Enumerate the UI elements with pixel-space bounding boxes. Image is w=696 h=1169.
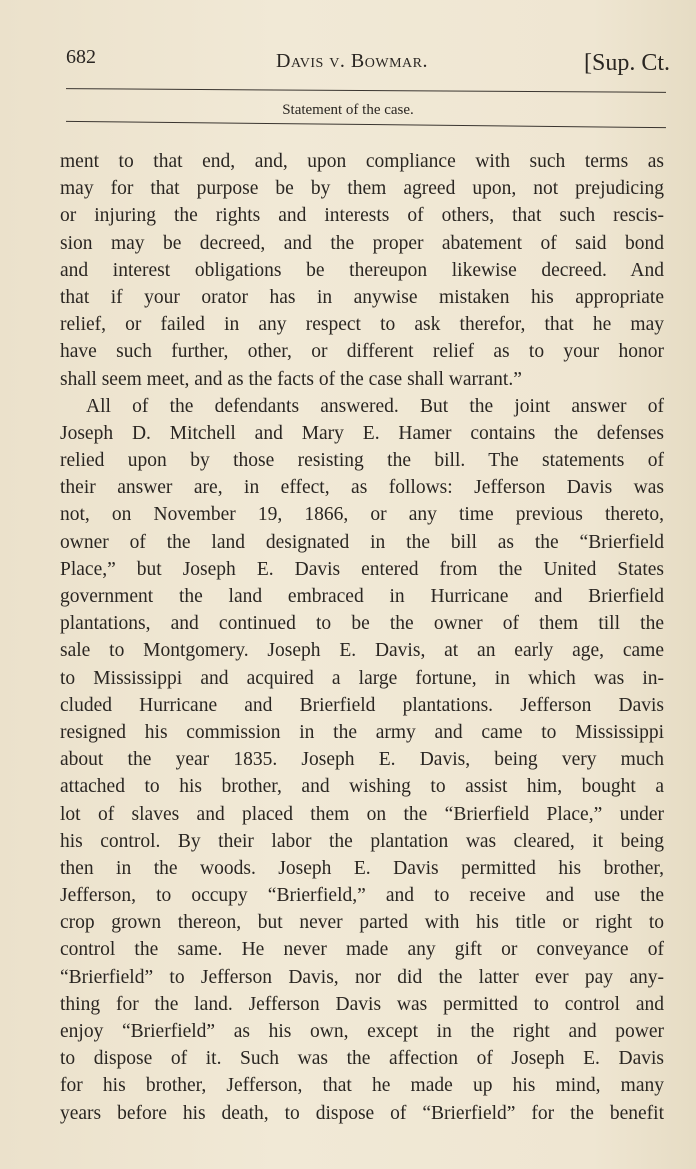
section-subheading: Statement of the case. (282, 102, 414, 118)
text-line: to Mississippi and acquired a large fortune, in which was in- (60, 667, 664, 689)
text-line: All of the defendants answered. But the joint answer of (86, 395, 664, 417)
text-line: cluded Hurricane and Brierfield plantations. Jefferson Davis (60, 694, 664, 716)
text-line: or injuring the rights and interests of others, that such rescis- (60, 205, 664, 227)
text-line: Joseph D. Mitchell and Mary E. Hamer contains the defenses (60, 422, 664, 444)
text-line: not, on November 19, 1866, or any time previous thereto, (60, 504, 664, 526)
text-line: “Brierfield” to Jefferson Davis, nor did the latter ever pay any- (60, 966, 664, 988)
text-line: may for that purpose be by them agreed upon, not prejudicing (60, 178, 664, 200)
text-line: Place,” but Joseph E. Davis entered from the United States (60, 558, 664, 580)
text-line: Jefferson, to occupy “Brierfield,” and to receive and use the (60, 885, 664, 907)
text-line: relief, or failed in any respect to ask therefor, that he may (60, 314, 664, 336)
text-line: their answer are, in effect, as follows: Jefferson Davis was (60, 477, 664, 499)
text-line: about the year 1835. Joseph E. Davis, being very much (60, 749, 664, 771)
text-line: lot of slaves and placed them on the “Brierfield Place,” under (60, 803, 664, 825)
text-line: sion may be decreed, and the proper abatement of said bond (60, 232, 664, 254)
header-rule (66, 88, 666, 93)
subheading-rule (66, 121, 666, 128)
text-line: control the same. He never made any gift or conveyance of (60, 939, 664, 961)
text-line: then in the woods. Joseph E. Davis permitted his brother, (60, 857, 664, 879)
text-line: shall seem meet, and as the facts of the case shall warrant.” (60, 368, 522, 390)
running-header (66, 42, 670, 82)
text-line: enjoy “Brierfield” as his own, except in the right and power (60, 1021, 664, 1042)
text-line: and interest obligations be thereupon likewise decreed. And (60, 259, 664, 281)
text-line: to dispose of it. Such was the affection of Joseph E. Davis (60, 1048, 664, 1070)
text-line: attached to his brother, and wishing to assist him, bought a (60, 776, 664, 798)
body-text (60, 148, 664, 1127)
text-line: sale to Montgomery. Joseph E. Davis, at an early age, came (60, 640, 664, 662)
text-line: ment to that end, and, upon compliance with such terms as (60, 151, 664, 172)
page-number: 682 (66, 46, 96, 68)
text-line: years before his death, to dispose of “Brierfield” for the benefit (60, 1102, 664, 1124)
text-line: that if your orator has in anywise mistaken his appropriate (60, 286, 664, 308)
text-line: relied upon by those resisting the bill. The statements of (60, 450, 664, 472)
text-line: thing for the land. Jefferson Davis was permitted to control and (60, 993, 664, 1015)
text-line: have such further, other, or different relief as to your honor (60, 341, 664, 363)
case-title: Davis v. Bowmar. (276, 50, 428, 72)
text-line: plantations, and continued to be the owner of them till the (60, 613, 664, 635)
text-line: his control. By their labor the plantation was cleared, it being (60, 830, 664, 852)
text-line: crop grown thereon, but never parted with his title or right to (60, 912, 664, 934)
text-line: owner of the land designated in the bill as the “Brierfield (60, 531, 664, 553)
text-line: government the land embraced in Hurricane and Brierfield (60, 586, 664, 607)
court-label: [Sup. Ct. (583, 50, 670, 76)
text-line: resigned his commission in the army and came to Mississippi (60, 721, 664, 743)
text-line: for his brother, Jefferson, that he made up his mind, many (60, 1075, 664, 1097)
